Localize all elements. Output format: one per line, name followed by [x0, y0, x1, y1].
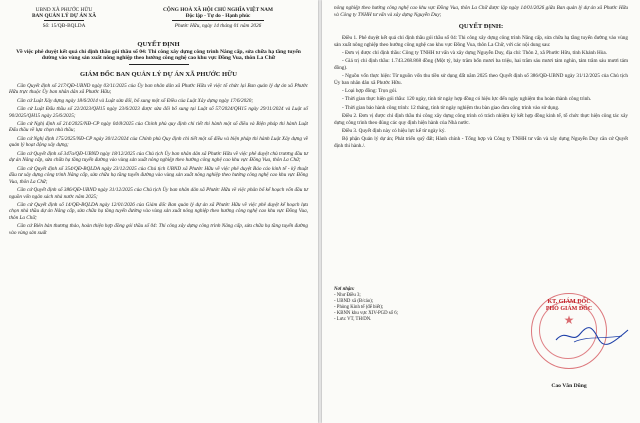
legal-basis: Căn cứ Quyết định số 354/QĐ-BQLDA ngày 23/12/2025 của Chủ tịch UBND xã Phước Hữu về việc phê duyệt Báo cáo kinh tế - kỹ thuật đầu tư xây dựng công trình Nâng cấp, sửa chữa hạ tầng tuyến đường vào vùng sản xuất nông nghiệp theo hướng công nghệ cao khu vực Đồng Vua, thôn La Chữ;: [9, 165, 308, 185]
subject-underline: [129, 64, 189, 65]
seal-star-icon: ★: [563, 313, 575, 327]
decision-heading: QUYẾT ĐỊNH:: [458, 23, 504, 31]
recipient-item: - Lưu: VT, TH/DN.: [334, 317, 372, 322]
issuing-agency: [8, 7, 120, 29]
article-1-item: - Thời gian thực hiện gói thầu: 120 ngày, tính từ ngày hợp đồng có hiệu lực đến ngày nghiệm thu hoàn thành công trình.: [342, 96, 592, 103]
signer-name: Cao Văn Dũng: [551, 383, 587, 389]
recipients-title: Nơi nhận:: [334, 287, 355, 292]
legal-basis: Căn cứ Biên bản thương thảo, hoàn thiện hợp đồng gói thầu số 04: Thi công xây dựng công trình Nâng cấp, sửa chữa hạ tầng tuyến đường vào vùng sản xuất: [9, 223, 308, 236]
legal-basis: Căn cứ Luật Đấu thầu số 22/2023/QH15 ngày 23/6/2023 được sửa đổi bổ sung tại Luật số 57/2024/QH15 ngày 29/11/2024 và Luật số 90/2025/QH15 ngày 25/6/2025;: [9, 106, 308, 119]
legal-basis: Căn cứ Nghị định 175/2025/NĐ-CP ngày 30/12/2024 của Chính phủ Quy định chi tiết một số điều và biện pháp thi hành Luật Xây dựng về quản lý hoạt động xây dựng;: [9, 135, 308, 149]
motto: Độc lập - Tự do - Hạnh phúc: [185, 13, 251, 20]
article-1: Điều 1. Phê duyệt kết quả chỉ định thầu gói thầu số 04: Thi công xây dựng công trình Nâng cấp, sửa chữa hạ tầng tuyến đường vào vùng sản xuất nông nghiệp theo hướng công nghệ cao khu vực Đồng Vua, thôn La Chữ, với các nội dung sau:: [334, 35, 628, 48]
article-1-item: - Loại hợp đồng: Trọn gói.: [342, 88, 398, 95]
handwritten-signature: [552, 324, 632, 346]
document-body-2: [334, 5, 628, 151]
legal-basis: Căn cứ Quyết định số 347a/QĐ-UBND ngày 18/12/2025 của Chủ tịch Ủy ban nhân dân xã Phước Hữu về việc phê duyệt chủ trương đầu tư dự án Nâng cấp, sửa chữa hạ tầng tuyến đường vào vùng sản xuất nông nghiệp theo hướng công nghệ cao khu vực Đồng Vua, thôn La Chữ;: [9, 150, 308, 164]
motto-underline: [172, 20, 264, 21]
article-2: Điều 2. Đơn vị được chỉ định thầu thi công xây dựng công trình có trách nhiệm ký kết hợp đồng kinh tế, tổ chức thực hiện công tác xây dựng công trình theo đúng các quy định hiện hành của Nhà nước.: [334, 113, 628, 126]
signer-role: [518, 299, 620, 313]
document-number: Số: 15/QĐ-BQLDA: [42, 22, 86, 29]
nation-name: CỘNG HOÀ XÃ HỘI CHỦ NGHĨA VIỆT NAM: [162, 7, 274, 13]
signature-block: [510, 287, 628, 390]
document-body-1: [9, 38, 308, 238]
recipient-item: - Phòng Kinh tế (để biết);: [334, 305, 384, 310]
document-date: Phước Hữu, ngày 14 tháng 01 năm 2026: [174, 22, 262, 29]
document-subject: Về việc phê duyệt kết quả chỉ định thầu gói thầu số 04: Thi công xây dựng công trình Nâng cấp, sửa chữa hạ tầng tuyến đường vào vùng sản xuất nông nghiệp theo hướng công nghệ cao khu vực Đồng Vua, thôn La Chữ: [16, 49, 301, 62]
agency-underline: [44, 20, 84, 21]
role-line: KT. GIÁM ĐỐC: [547, 299, 591, 305]
recipient-item: - KBNN khu vực XIV-PGD số 6;: [334, 311, 398, 316]
article-3: Điều 3. Quyết định này có hiệu lực kể từ ngày ký.: [342, 128, 446, 135]
legal-basis: Căn cứ Luật Xây dựng ngày 18/6/2014 và Luật sửa đổi, bổ sung một số Điều của Luật Xây dựng ngày 17/6/2020;: [17, 97, 254, 104]
recipient-item: - Như Điều 3;: [334, 293, 361, 298]
agency-name: BAN QUẢN LÝ DỰ ÁN XÃ: [31, 13, 97, 20]
legal-basis: Căn cứ Quyết định số 14/QĐ-BQLDA ngày 12/01/2026 của Giám đốc Ban quản lý dự án xã Phước Hữu về việc phê duyệt kế hoạch lựa chọn nhà thầu dự án Nâng cấp, sửa chữa hạ tầng tuyến đường vào vùng sản xuất nông nghiệp theo hướng công nghệ cao khu vực Đồng Vua, thôn La Chữ;: [9, 201, 308, 222]
article-1-item: - Giá trị chỉ định thầu: 1.743.268.868 đồng (Một tỷ, bảy trăm bốn mươi ba triệu, hai trăm sáu mươi tám nghìn, tám trăm sáu mươi tám đồng).: [334, 58, 628, 71]
role-line: PHÓ GIÁM ĐỐC: [545, 306, 593, 312]
agency-parent: UBND XÃ PHƯỚC HỮU: [35, 7, 93, 13]
legal-basis: Căn cứ Nghị định số 214/2025/NĐ-CP ngày 04/8/2025 của Chính phủ quy định chi tiết thi hành một số điều và Biện pháp thi hành Luật Đấu thầu về lựa chọn nhà thầu;: [9, 120, 308, 134]
execution-clause: Bộ phận Quản lý dự án; Phát triển quỹ đất; Hành chính - Tổng hợp và Công ty TNHH tư vấn và xây dựng Nguyễn Duy căn cứ Quyết định thi hành./.: [334, 136, 628, 149]
legal-basis: Căn Quyết định số 217/QĐ-UBND ngày 03/11/2025 của Ủy ban nhân dân xã Phước Hữu về việc tổ chức lại Ban quản lý dự án xã Phước Hữu trực thuộc Ủy ban nhân dân xã Phước Hữu;: [9, 82, 308, 96]
recipients-block: [334, 287, 484, 323]
official-seal: [531, 293, 607, 369]
article-1-item: - Thời gian bảo hành công trình: 12 tháng, tính từ ngày nghiệm thu bàn giao đưa công trình vào sử dụng.: [342, 104, 560, 111]
document-title: QUYẾT ĐỊNH: [137, 41, 180, 48]
article-1-item: - Đơn vị được chỉ định thầu: Công ty TNHH tư vấn và xây dựng Nguyễn Duy, địa chỉ: Thôn 2, xã Phước Hữu, tỉnh Khánh Hòa.: [342, 49, 607, 56]
document-page-1: [0, 0, 318, 423]
document-page-2: [322, 0, 640, 423]
legal-basis-continued: nông nghiệp theo hướng công nghệ cao khu vực Đồng Vua, thôn La Chữ được lập ngày 14/01/2026 giữa Ban quản lý dự án xã Phước Hữu và Công ty TNHH tư vấn và xây dựng Nguyễn Duy;: [334, 5, 628, 18]
issuing-authority: GIÁM ĐỐC BAN QUẢN LÝ DỰ ÁN XÃ PHƯỚC HỮU: [80, 70, 237, 78]
legal-basis: Căn cứ Quyết định số 386/QĐ-UBND ngày 31/12/2025 của Chủ tịch Ủy ban nhân dân xã Phước Hữu về việc phân bổ kế hoạch vốn đầu tư nguồn vốn ngân sách nhà nước năm 2025;: [9, 187, 308, 200]
recipient-item: - UBND xã (B/cáo);: [334, 299, 374, 304]
document-header: [8, 7, 310, 37]
article-1-item: - Nguồn vốn thực hiện: Từ nguồn vốn thu tiền sử dụng đất năm 2025 theo Quyết định số 386/QĐ-UBND ngày 31/12/2025 của Chủ tịch Ủy ban nhân dân xã Phước Hữu.: [334, 73, 628, 86]
national-motto: [126, 7, 310, 29]
